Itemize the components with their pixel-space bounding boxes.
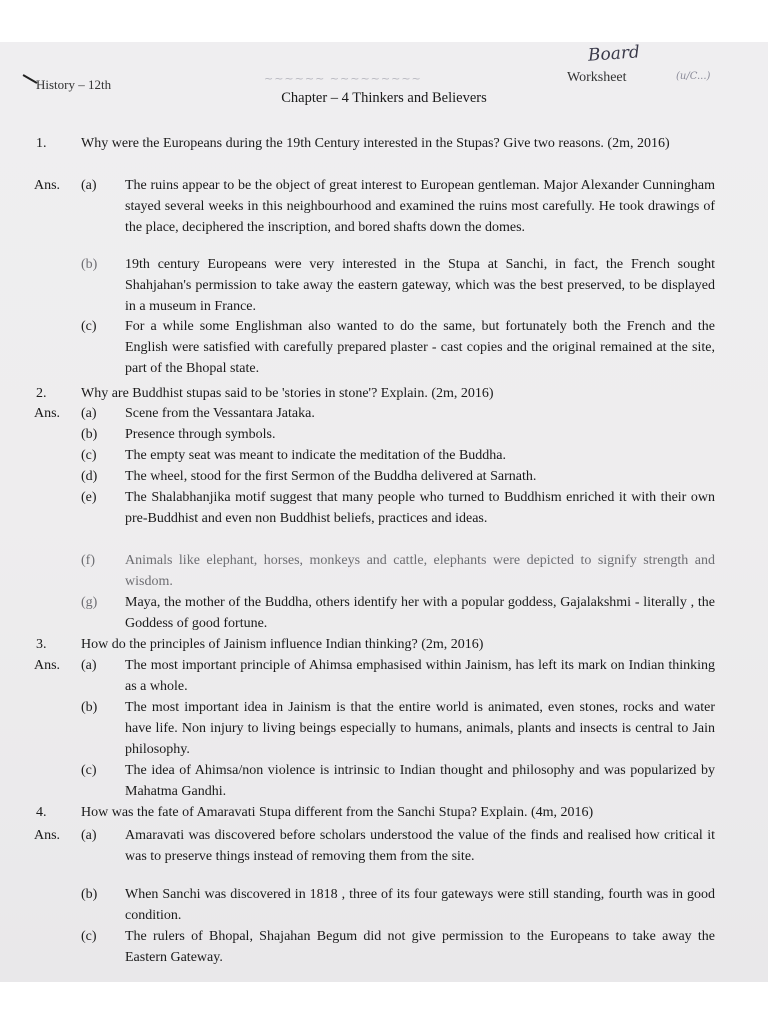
answer-item-label: (d): [81, 469, 98, 484]
question-number: 2.: [36, 386, 47, 401]
answer-item-text: For a while some Englishman also wanted to do the same, but fortunately both the French and the English were satisfied with carefully prepared plaster - cast copies and the original remained at the site, part of the Bhopal state.: [125, 319, 715, 376]
answer-item-text: 19th century Europeans were very interested in the Stupa at Sanchi, in fact, the French sought Shahjahan's permission to take away the eastern gateway, which was the best preserved, to be displayed in a museum in France.: [125, 257, 715, 314]
answer-item-label: (e): [81, 490, 97, 505]
question-text: How was the fate of Amaravati Stupa different from the Sanchi Stupa? Explain. (4m, 2016): [81, 805, 594, 820]
answer-item-text: The most important principle of Ahimsa emphasised within Jainism, has left its mark on Indian thinking as a whole.: [125, 658, 715, 694]
answer-item-text: The wheel, stood for the first Sermon of the Buddha delivered at Sarnath.: [125, 469, 537, 484]
answer-item-label: (f): [81, 553, 95, 568]
handwritten-board-note: Board: [587, 42, 641, 66]
answer-item-text: The ruins appear to be the object of great interest to European gentleman. Major Alexander Cunningham stayed several weeks in this neighbourhood and examined the ruins most carefully. He took drawings of the place, deciphered the inscription, and bored shafts down the domes.: [125, 178, 715, 235]
answer-item-text: Amaravati was discovered before scholars understood the value of the finds and realised how critical it was to preserve things instead of removing them from the site.: [125, 828, 715, 864]
answer-item-text: Animals like elephant, horses, monkeys and cattle, elephants were depicted to signify strength and wisdom.: [125, 553, 715, 589]
answer-item-label: (b): [81, 427, 98, 442]
question-number: 3.: [36, 637, 47, 652]
answer-item-label: (a): [81, 828, 97, 843]
answer-item-label: (a): [81, 658, 97, 673]
answer-item-text: When Sanchi was discovered in 1818 , three of its four gateways were still standing, fourth was in good condition.: [125, 887, 715, 923]
handwritten-worksheet-note: (u/C...): [676, 71, 711, 82]
answer-item-label: (c): [81, 929, 97, 944]
question-number: 1.: [36, 136, 47, 151]
answer-item-text: The idea of Ahimsa/non violence is intrinsic to Indian thought and philosophy and was popularized by Mahatma Gandhi.: [125, 763, 715, 799]
answer-label: Ans.: [34, 828, 61, 843]
smudged-text: ~~~~~~ ~~~~~~~~~: [264, 72, 422, 85]
chapter-title: Chapter – 4 Thinkers and Believers: [281, 90, 487, 106]
answer-item-label: (b): [81, 887, 98, 902]
answer-item-label: (c): [81, 448, 97, 463]
subject-label: History – 12th: [36, 77, 112, 92]
question-text: How do the principles of Jainism influence Indian thinking? (2m, 2016): [81, 637, 484, 652]
answer-item-text: Presence through symbols.: [125, 427, 276, 442]
answer-item-text: The Shalabhanjika motif suggest that many people who turned to Buddhism enriched it with their own pre-Buddhist and even non Buddhist beliefs, practices and ideas.: [125, 490, 715, 526]
answer-item-label: (b): [81, 700, 98, 715]
answer-item-label: (a): [81, 178, 97, 193]
answer-item-label: (a): [81, 406, 97, 421]
answer-label: Ans.: [34, 406, 61, 421]
answer-item-text: Maya, the mother of the Buddha, others identify her with a popular goddess, Gajalakshmi - literally , the Goddess of good fortune.: [125, 595, 715, 631]
answer-item-label: (c): [81, 763, 97, 778]
answer-item-label: (b): [81, 257, 98, 272]
question-text: Why were the Europeans during the 19th Century interested in the Stupas? Give two reasons. (2m, 2016): [81, 136, 670, 151]
answer-item-text: Scene from the Vessantara Jataka.: [125, 406, 315, 421]
question-number: 4.: [36, 805, 47, 820]
answer-item-text: The empty seat was meant to indicate the meditation of the Buddha.: [125, 448, 507, 463]
worksheet-label: Worksheet: [567, 70, 627, 85]
answer-item-text: The most important idea in Jainism is that the entire world is animated, even stones, rocks and water have life. Non injury to living beings especially to humans, animals, plants and insects is central to Jain philosophy.: [125, 700, 715, 757]
answer-item-label: (g): [81, 595, 98, 610]
answer-label: Ans.: [34, 658, 61, 673]
answer-item-text: The rulers of Bhopal, Shajahan Begum did not give permission to the Europeans to take away the Eastern Gateway.: [125, 929, 715, 965]
answer-label: Ans.: [34, 178, 61, 193]
answer-item-label: (c): [81, 319, 97, 334]
question-text: Why are Buddhist stupas said to be 'stories in stone'? Explain. (2m, 2016): [81, 386, 494, 401]
